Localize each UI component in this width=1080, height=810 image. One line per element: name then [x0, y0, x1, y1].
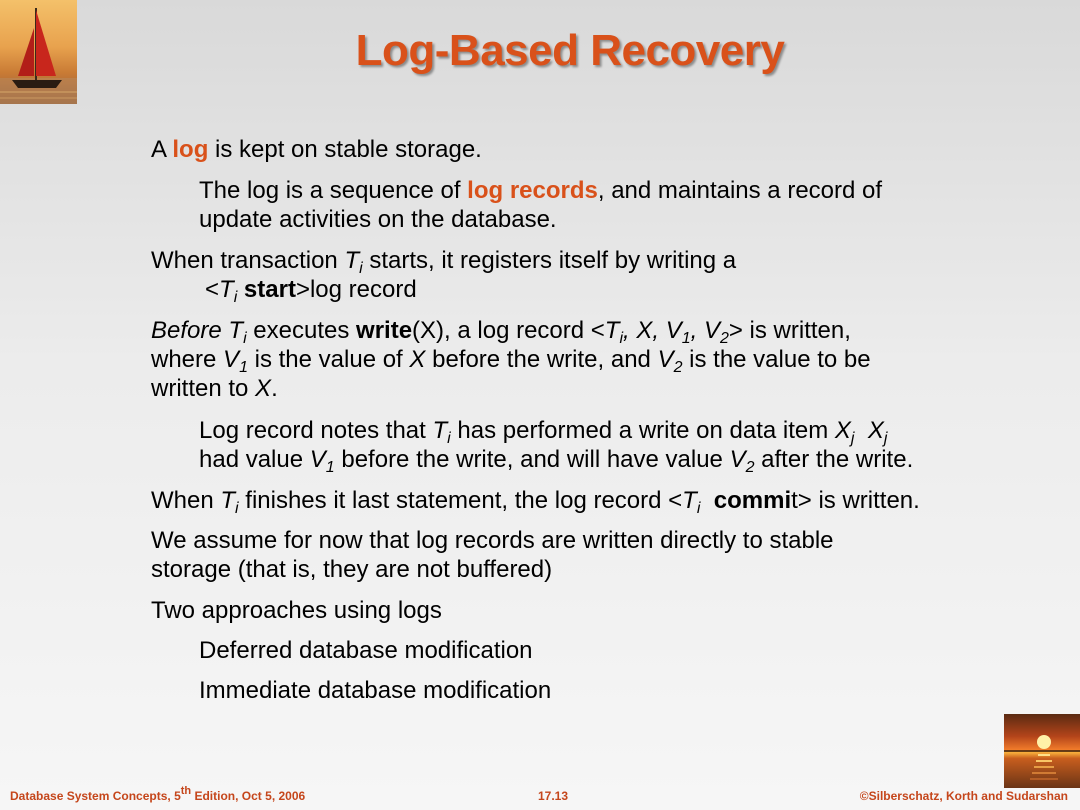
bullet-transaction-start: When transaction $T_i$ starts, it registers itself by writing a $<T_i$ start>log record	[151, 247, 737, 306]
bullet-transaction-commit: When $T_i$ finishes it last statement, the log record $<T_i$ commit> is written.	[151, 487, 920, 517]
footer-page-number: 17.13	[538, 789, 569, 803]
subbullet-deferred: Deferred database modification	[199, 637, 533, 664]
footer-course-info: Database System Concepts, 5th Edition, Oct 5, 2006	[10, 785, 306, 803]
bullet-before-write: Before $T_i$ executes write(X), a log record $<T_i$, X, $V_1$, $V_2>$ is written, where $V_1$ is the value of X before the write, and $V_2$ is the value to be written to X.	[151, 317, 871, 402]
footer-copyright: ©Silberschatz, Korth and Sudarshan	[859, 789, 1068, 803]
subbullet-log-record-notes: Log record notes that $T_i$ has performed a write on data item $X_j$ $X_j$ had value $V_1$ before the write, and will have value $V_2$ after the write.	[199, 417, 914, 476]
subbullet-immediate: Immediate database modification	[199, 677, 552, 704]
bullet-log-kept: A log is kept on stable storage.	[151, 136, 482, 163]
sunset-image	[1004, 714, 1080, 788]
bullet-assume-direct-write: We assume for now that log records are written directly to stable storage (that is, they are not buffered)	[151, 527, 834, 583]
bullet-two-approaches: Two approaches using logs	[151, 597, 442, 624]
subbullet-log-sequence: The log is a sequence of log records, and maintains a record of update activities on the database.	[199, 177, 883, 233]
slide-title: Log-Based Recovery	[355, 26, 785, 75]
